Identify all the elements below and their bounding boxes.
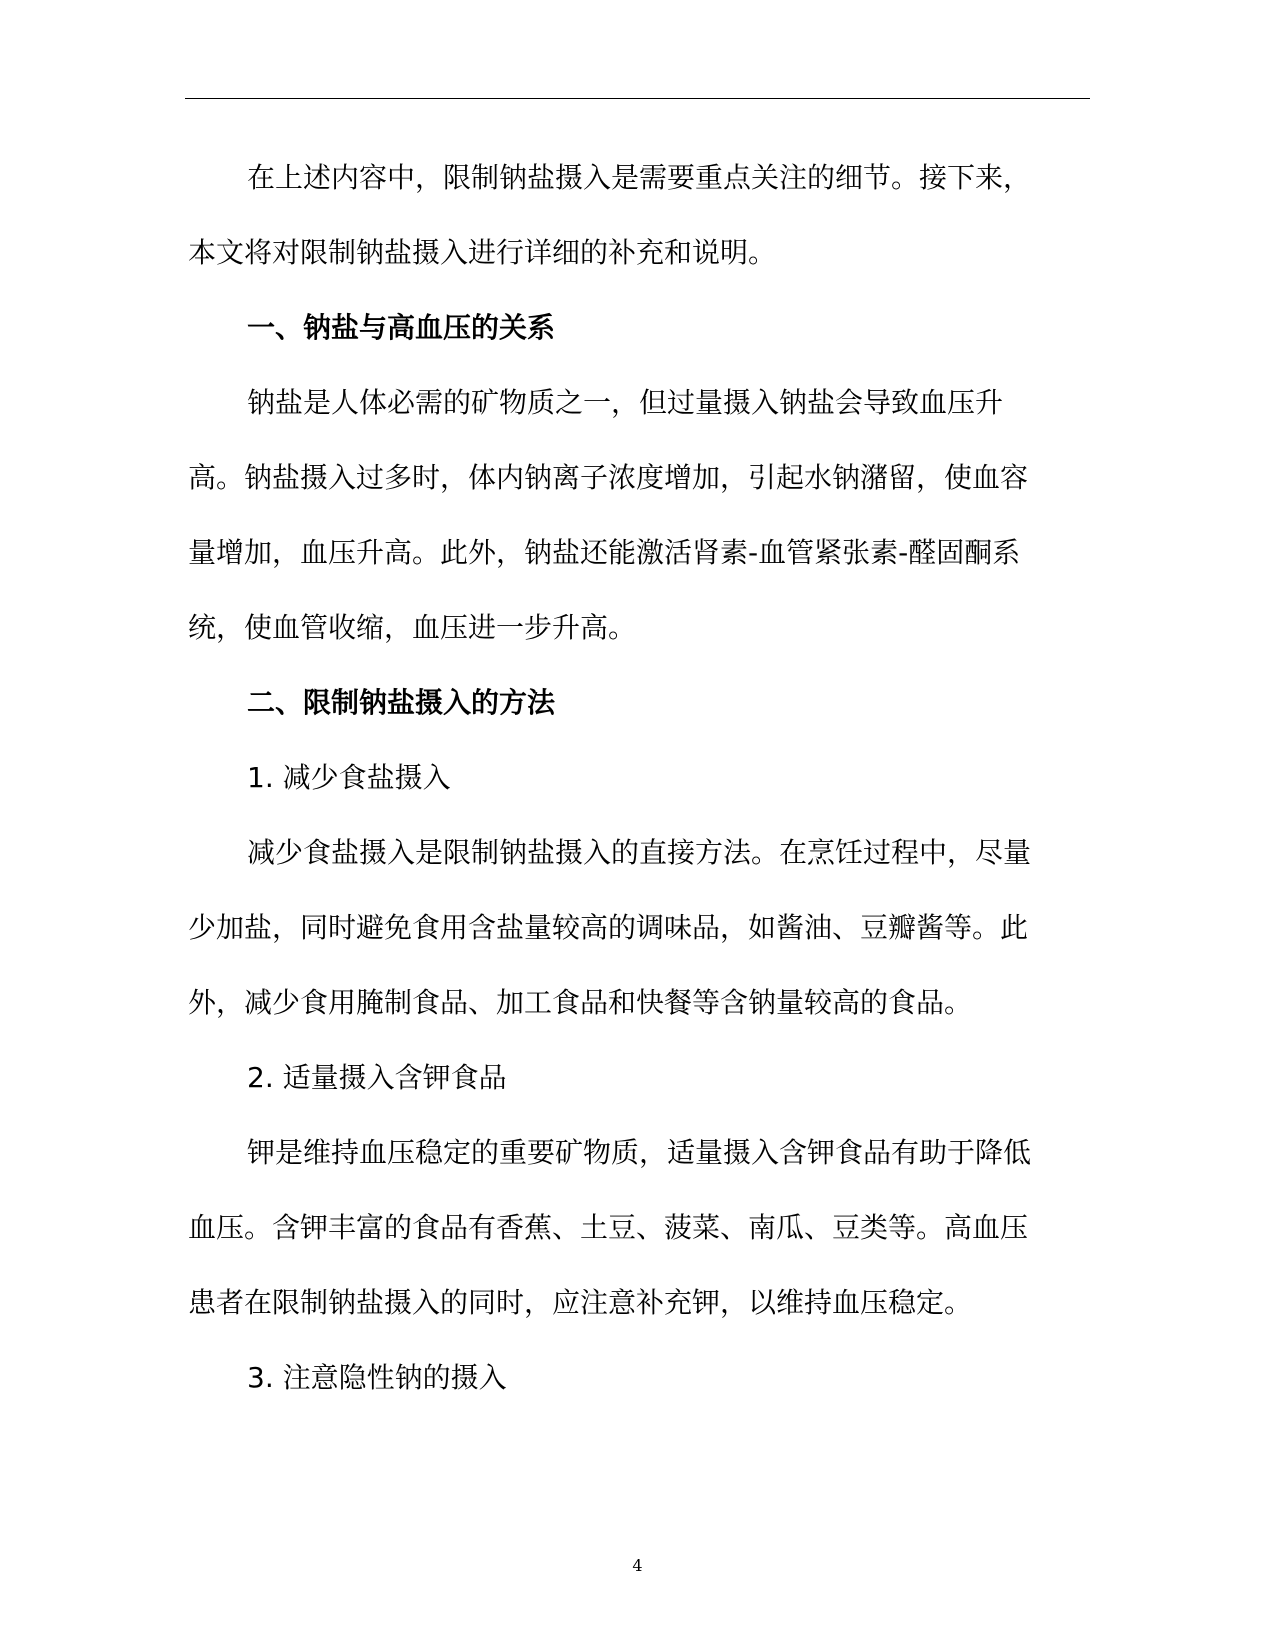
paragraph-potassium-line-2: 血压。含钾丰富的食品有香蕉、土豆、菠菜、南瓜、豆类等。高血压: [188, 1211, 1029, 1244]
paragraph-intro-line-2: 本文将对限制钠盐摄入进行详细的补充和说明。: [188, 236, 777, 269]
paragraph-sodium-line-1: 钠盐是人体必需的矿物质之一，但过量摄入钠盐会导致血压升: [247, 386, 1004, 419]
document-body: [188, 140, 1088, 1415]
paragraph-sodium-line-3: 量增加，血压升高。此外，钠盐还能激活肾素-血管紧张素-醛固酮系: [188, 536, 1021, 569]
section-heading-1: 一、钠盐与高血压的关系: [247, 311, 556, 344]
paragraph-salt-line-2: 少加盐，同时避免食用含盐量较高的调味品，如酱油、豆瓣酱等。此: [188, 911, 1029, 944]
subheading-3: 3. 注意隐性钠的摄入: [247, 1361, 507, 1394]
subheading-1: 1. 减少食盐摄入: [247, 761, 451, 794]
section-heading-2: 二、限制钠盐摄入的方法: [247, 686, 556, 719]
paragraph-sodium-line-2: 高。钠盐摄入过多时，体内钠离子浓度增加，引起水钠潴留，使血容: [188, 461, 1029, 494]
subheading-2: 2. 适量摄入含钾食品: [247, 1061, 507, 1094]
paragraph-salt-line-3: 外，减少食用腌制食品、加工食品和快餐等含钠量较高的食品。: [188, 986, 973, 1019]
paragraph-sodium-line-4: 统，使血管收缩，血压进一步升高。: [188, 611, 637, 644]
header-divider: [185, 98, 1090, 99]
paragraph-salt-line-1: 减少食盐摄入是限制钠盐摄入的直接方法。在烹饪过程中，尽量: [247, 836, 1032, 869]
page-number: 4: [632, 1556, 643, 1575]
paragraph-potassium-line-3: 患者在限制钠盐摄入的同时，应注意补充钾，以维持血压稳定。: [188, 1286, 973, 1319]
paragraph-potassium-line-1: 钾是维持血压稳定的重要矿物质，适量摄入含钾食品有助于降低: [247, 1136, 1032, 1169]
paragraph-intro-line-1: 在上述内容中，限制钠盐摄入是需要重点关注的细节。接下来，: [247, 161, 1032, 194]
